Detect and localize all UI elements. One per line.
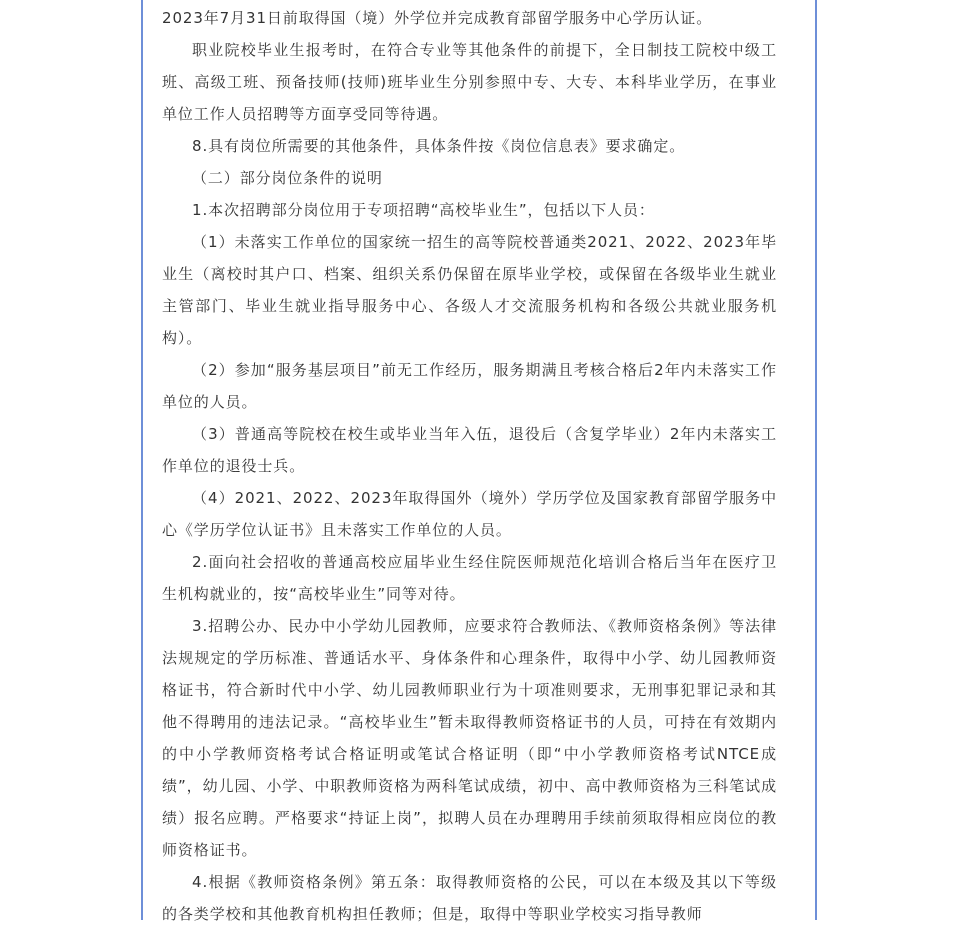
paragraph-vocational-graduates: 职业院校毕业生报考时，在符合专业等其他条件的前提下，全日制技工院校中级工班、高级工班、预备技师(技师)班毕业生分别参照中专、大专、本科毕业学历，在事业单位工作人员招聘等方面享受同等待遇。 [162, 41, 777, 123]
article-frame [141, 0, 817, 923]
paragraph-note-3: 3.招聘公办、民办中小学幼儿园教师，应要求符合教师法、《教师资格条例》等法律法规规定的学历标准、普通话水平、身体条件和心理条件，取得中小学、幼儿园教师资格证书，符合新时代中小学、幼儿园教师职业行为十项准则要求，无刑事犯罪记录和其他不得聘用的违法记录。“高校毕业生”暂未取得教师资格证书的人员，可持在有效期内的中小学教师资格考试合格证明或笔试合格证明（即“中小学教师资格考试NTCE成绩”，幼儿园、小学、中职教师资格为两科笔试成绩，初中、高中教师资格为三科笔试成绩）报名应聘。严格要求“持证上岗”，拟聘人员在办理聘用手续前须取得相应岗位的教师资格证书。 [162, 617, 777, 859]
paragraph-condition-8: 8.具有岗位所需要的其他条件，具体条件按《岗位信息表》要求确定。 [192, 137, 686, 155]
list-item-3: （3）普通高等院校在校生或毕业当年入伍，退役后（含复学毕业）2年内未落实工作单位的退役士兵。 [162, 425, 777, 475]
article-body [162, 2, 777, 930]
list-item-4: （4）2021、2022、2023年取得国外（境外）学历学位及国家教育部留学服务中心《学历学位认证书》且未落实工作单位的人员。 [162, 489, 777, 539]
paragraph-degree-certification: 2023年7月31日前取得国（境）外学位并完成教育部留学服务中心学历认证。 [162, 9, 713, 27]
list-item-1: （1）未落实工作单位的国家统一招生的高等院校普通类2021、2022、2023年毕业生（离校时其户口、档案、组织关系仍保留在原毕业学校，或保留在各级毕业生就业主管部门、毕业生就业指导服务中心、各级人才交流服务机构和各级公共就业服务机构）。 [162, 233, 777, 347]
paragraph-note-2: 2.面向社会招收的普通高校应届毕业生经住院医师规范化培训合格后当年在医疗卫生机构就业的，按“高校毕业生”同等对待。 [162, 553, 777, 603]
section-heading-position-notes: （二）部分岗位条件的说明 [192, 169, 383, 187]
paragraph-note-4: 4.根据《教师资格条例》第五条：取得教师资格的公民，可以在本级及其以下等级的各类学校和其他教育机构担任教师；但是，取得中等职业学校实习指导教师 [162, 873, 777, 923]
paragraph-note-1: 1.本次招聘部分岗位用于专项招聘“高校毕业生”，包括以下人员： [192, 201, 655, 219]
list-item-2: （2）参加“服务基层项目”前无工作经历，服务期满且考核合格后2年内未落实工作单位的人员。 [162, 361, 777, 411]
